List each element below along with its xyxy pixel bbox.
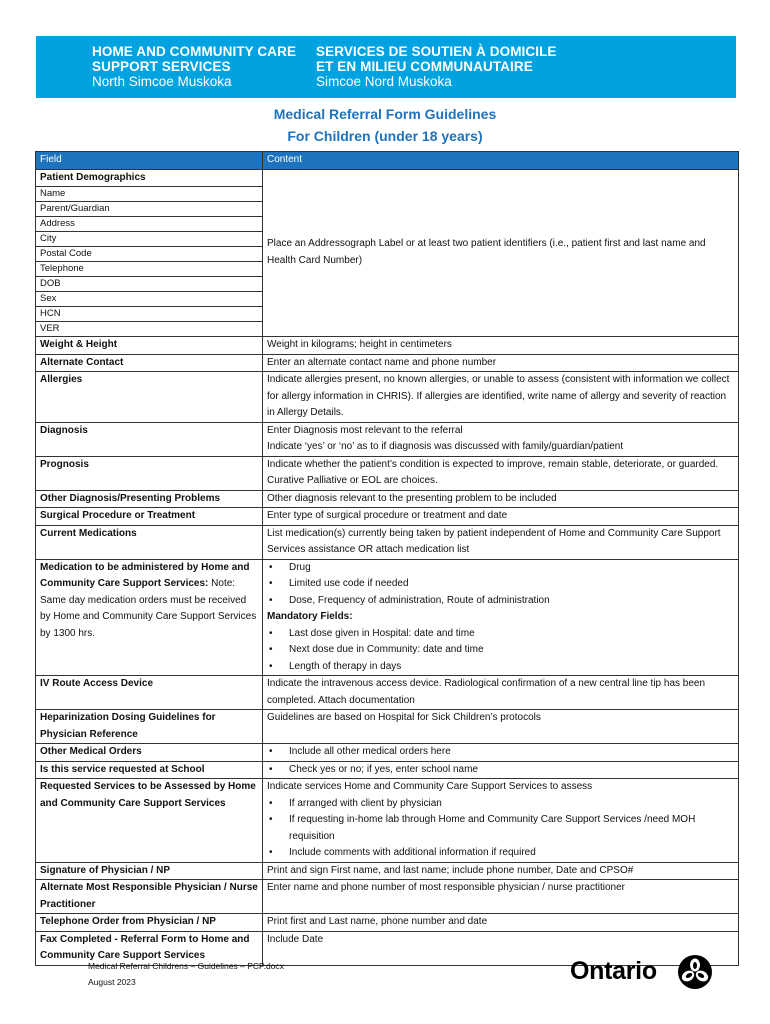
content-fax-completed: Include Date (263, 931, 739, 965)
header-field: Field (36, 152, 263, 170)
table-row (36, 354, 739, 372)
footer-filename: Medical Referral Childrens – Guidelines – PCP.docx (88, 961, 284, 971)
mandatory-fields-label: Mandatory Fields: (267, 611, 353, 622)
footer (88, 958, 284, 990)
list-item: • If requesting in-home lab through Home and Community Care Support Services /need MOH requisition (267, 812, 734, 845)
banner-en-line1: HOME AND COMMUNITY CARE (92, 44, 297, 59)
table-row (36, 676, 739, 710)
diagnosis-line-2: Indicate ‘yes’ or ‘no’ as to if diagnosis was discussed with family/guardian/patient (267, 441, 624, 452)
table-header-row (36, 152, 739, 170)
header-banner (36, 36, 736, 98)
diagnosis-line-1: Enter Diagnosis most relevant to the referral (267, 424, 463, 436)
table-row (36, 710, 739, 744)
guidelines-table (35, 151, 739, 966)
field-fax-completed: Fax Completed - Referral Form to Home and Community Care Support Services (36, 931, 263, 965)
content-heparinization: Guidelines are based on Hospital for Sick Children’s protocols (263, 710, 739, 744)
header-content: Content (263, 152, 739, 170)
list-item: • Check yes or no; if yes, enter school name (267, 762, 734, 779)
table-row (36, 779, 739, 863)
table-row (36, 525, 739, 559)
banner-en-line2: SUPPORT SERVICES (92, 59, 231, 74)
content-diagnosis (263, 422, 739, 456)
table-row (36, 744, 739, 762)
content-signature: Print and sign First name, and last name; include phone number, Date and CPSO# (263, 862, 739, 880)
medication-admin-label: Medication to be administered by Home and Community Care Support Services: (40, 561, 250, 589)
table-row (36, 862, 739, 880)
banner-french (316, 44, 557, 89)
field-sex: Sex (36, 292, 263, 307)
table-row (36, 761, 739, 779)
field-heparinization: Heparinization Dosing Guidelines for Physician Reference (36, 710, 263, 744)
field-school: Is this service requested at School (36, 761, 263, 779)
table-row (36, 337, 739, 355)
banner-fr-line1: SERVICES DE SOUTIEN À DOMICILE (316, 44, 557, 59)
field-prognosis: Prognosis (36, 456, 263, 490)
content-school (263, 761, 739, 779)
table-row (36, 559, 739, 676)
table-row (36, 372, 739, 423)
field-surgical-procedure: Surgical Procedure or Treatment (36, 508, 263, 526)
footer-date: August 2023 (88, 977, 136, 987)
field-ver: VER (36, 322, 263, 337)
field-hcn: HCN (36, 307, 263, 322)
content-allergies: Indicate allergies present, no known allergies, or unable to assess (consistent with information we collect for allergy information in CHRIS). If allergies are identified, write name of allergy and severity of reaction in Allergy Details. (263, 372, 739, 423)
list-item: • Last dose given in Hospital: date and time (267, 626, 734, 643)
field-telephone: Telephone (36, 262, 263, 277)
field-postal-code: Postal Code (36, 247, 263, 262)
table-row (36, 880, 739, 914)
page-title: Medical Referral Form Guidelines (273, 106, 497, 122)
field-medication-admin (36, 559, 263, 676)
field-parent-guardian: Parent/Guardian (36, 202, 263, 217)
list-item: • Length of therapy in days (267, 659, 734, 676)
field-telephone-order: Telephone Order from Physician / NP (36, 914, 263, 932)
requested-services-bullets (267, 796, 734, 862)
content-alternate-contact: Enter an alternate contact name and phone number (263, 354, 739, 372)
field-weight-height: Weight & Height (36, 337, 263, 355)
table-row (36, 490, 739, 508)
trillium-icon (678, 955, 712, 989)
list-item: • Include comments with additional information if required (267, 845, 734, 862)
field-requested-services: Requested Services to be Assessed by Home and Community Care Support Services (36, 779, 263, 863)
list-item: • Limited use code if needed (267, 576, 734, 593)
list-item: • Next dose due in Community: date and time (267, 642, 734, 659)
content-current-medications: List medication(s) currently being taken by patient independent of Home and Community Care Support Services assistance OR attach medication list (263, 525, 739, 559)
content-alternate-physician: Enter name and phone number of most responsible physician / nurse practitioner (263, 880, 739, 914)
list-item: • Drug (267, 560, 734, 577)
table-row (36, 508, 739, 526)
banner-fr-line3: Simcoe Nord Muskoka (316, 74, 452, 89)
field-other-diagnosis: Other Diagnosis/Presenting Problems (36, 490, 263, 508)
field-other-medical-orders: Other Medical Orders (36, 744, 263, 762)
content-telephone-order: Print first and Last name, phone number and date (263, 914, 739, 932)
field-alternate-physician: Alternate Most Responsible Physician / Nurse Practitioner (36, 880, 263, 914)
mandatory-bullets (267, 626, 734, 676)
list-item: • If arranged with client by physician (267, 796, 734, 813)
content-requested-services (263, 779, 739, 863)
list-item: • Include all other medical orders here (267, 744, 734, 761)
field-current-medications: Current Medications (36, 525, 263, 559)
content-weight-height: Weight in kilograms; height in centimeters (263, 337, 739, 355)
content-medication-admin (263, 559, 739, 676)
table-row (36, 914, 739, 932)
field-city: City (36, 232, 263, 247)
school-bullets (267, 762, 734, 779)
requested-services-intro: Indicate services Home and Community Care Support Services to assess (267, 781, 593, 792)
table-row (36, 169, 739, 187)
table-row (36, 422, 739, 456)
field-name: Name (36, 187, 263, 202)
page-subtitle: For Children (under 18 years) (287, 128, 483, 144)
field-alternate-contact: Alternate Contact (36, 354, 263, 372)
ontario-wordmark: Ontario (570, 957, 657, 985)
content-other-medical-orders (263, 744, 739, 762)
table-row (36, 456, 739, 490)
content-surgical-procedure: Enter type of surgical procedure or treatment and date (263, 508, 739, 526)
content-iv-route: Indicate the intravenous access device. Radiological confirmation of a new central line tip has been completed. Attach documentation (263, 676, 739, 710)
list-item: • Dose, Frequency of administration, Route of administration (267, 593, 734, 610)
other-orders-bullets (267, 744, 734, 761)
medication-bullets (267, 560, 734, 610)
field-dob: DOB (36, 277, 263, 292)
banner-en-line3: North Simcoe Muskoka (92, 74, 232, 89)
banner-english (92, 44, 296, 89)
content-prognosis: Indicate whether the patient’s condition is expected to improve, remain stable, deteriorate, or guarded. Curative Palliative or EOL are choices. (263, 456, 739, 490)
field-address: Address (36, 217, 263, 232)
field-signature: Signature of Physician / NP (36, 862, 263, 880)
banner-fr-line2: ET EN MILIEU COMMUNAUTAIRE (316, 59, 533, 74)
field-patient-demographics: Patient Demographics (36, 169, 263, 187)
medication-admin-note: Note: Same day medication orders must be received by Home and Community Care Support Services by 1300 hrs. (40, 578, 257, 639)
content-other-diagnosis: Other diagnosis relevant to the presenting problem to be included (263, 490, 739, 508)
field-allergies: Allergies (36, 372, 263, 423)
field-iv-route: IV Route Access Device (36, 676, 263, 710)
content-demographics: Place an Addressograph Label or at least two patient identifiers (i.e., patient first and last name and Health Card Number) (263, 169, 739, 337)
field-diagnosis: Diagnosis (36, 422, 263, 456)
ontario-logo (570, 955, 720, 991)
